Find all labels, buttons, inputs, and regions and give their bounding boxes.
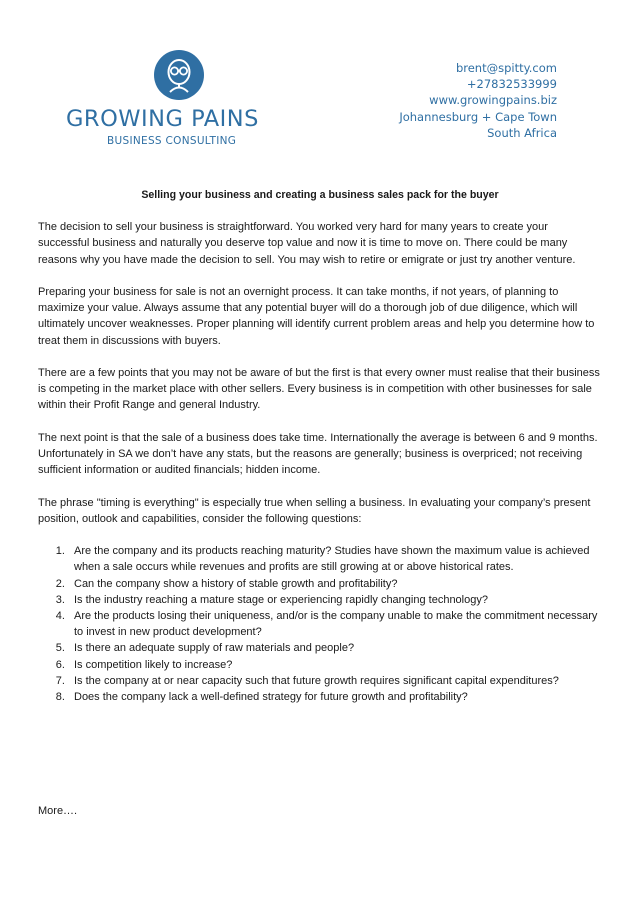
paragraph: Preparing your business for sale is not an overnight process. It can take months, if not years, of planning to maximize your value. Always assume that any potential buyer will do a thorough job of due diligence, which will ultimately uncover weaknesses. Proper planning will identify current problem areas and help you determine how to treat them in discussions with buyers. [38,286,595,347]
contact-email[interactable]: brent@spitty.com [455,61,557,75]
document-title: Selling your business and creating a business sales pack for the buyer [141,189,499,201]
questions-list [38,543,602,705]
paragraph: There are a few points that you may not be aware of but the first is that every owner must realise that their business is competing in the market place with other sellers. Every business is in competition with other businesses for sale within their Profit Range and general Industry. [38,367,600,412]
list-item: 5. Is there an adequate supply of raw materials and people? [68,640,602,656]
person-with-glasses-icon [154,50,204,100]
document-body [38,187,602,705]
contact-phone: +27832533999 [466,77,557,92]
paragraph: The next point is that the sale of a business does take time. Internationally the average is between 6 and 9 months. Unfortunately in SA we don’t have any stats, but the reasons are generally; business is overpriced; not receiving sufficient information or audited financials; hidden income. [38,431,598,477]
list-item: 7. Is the company at or near capacity such that future growth requires significant capital expenditures? [68,673,602,689]
list-item: 6. Is competition likely to increase? [68,657,602,673]
contact-block [399,60,557,141]
list-item: 1. Are the company and its products reaching maturity? Studies have shown the maximum value is achieved when a sale occurs while revenues and profits are still growing at or above historical rates. [68,543,602,575]
list-item: 2. Can the company show a history of stable growth and profitability? [68,576,602,592]
contact-cities: Johannesburg + Cape Town [399,109,557,124]
brand-name: GROWING PAINS [66,106,259,132]
paragraph: The decision to sell your business is straightforward. You worked very hard for many years to create your successful business and naturally you deserve top value and now it is time to move on. There could be many reasons why you have made the decision to sell. You may wish to retire or emigrate or just try another venture. [38,221,576,266]
contact-country: South Africa [487,125,557,140]
more-text: More…. [38,805,78,817]
paragraph: The phrase "timing is everything" is especially true when selling a business. In evaluating your company’s present position, outlook and capabilities, consider the following questions: [38,496,591,525]
list-item: 3. Is the industry reaching a mature stage or experiencing rapidly changing technology? [68,592,602,608]
letterhead [0,0,638,160]
brand-tagline: BUSINESS CONSULTING [107,135,237,147]
contact-website[interactable]: www.growingpains.biz [429,93,557,108]
list-item: 8. Does the company lack a well-defined strategy for future growth and profitability? [68,689,602,705]
list-item: 4. Are the products losing their uniqueness, and/or is the company unable to make the commitment necessary to invest in new product development? [68,608,602,640]
